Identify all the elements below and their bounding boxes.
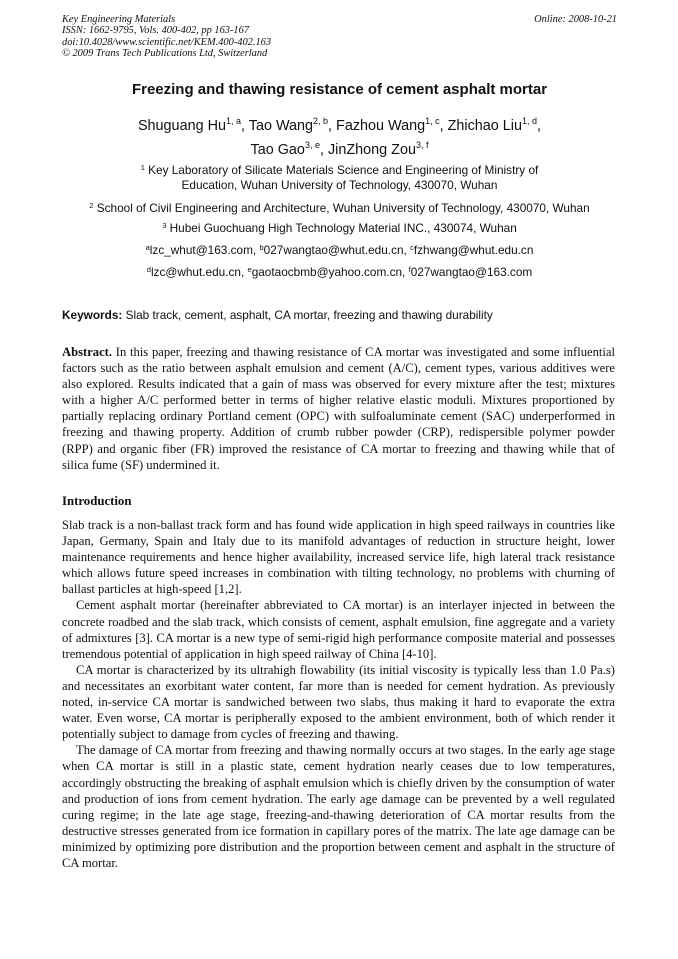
section-heading: Introduction	[62, 494, 132, 508]
email-address[interactable]: lzc@whut.edu.cn	[150, 265, 241, 279]
affiliation-num: 2	[89, 201, 94, 210]
doi-line: doi:10.4028/www.scientific.net/KEM.400-402.163	[62, 36, 272, 48]
abstract-text: In this paper, freezing and thawing resistance of CA mortar was investigated and some influential factors such as the ratio between asphalt emulsion and cement (A/C), cement types, various additives were also explored. Results indicated that a gain of mass was observed for every mixture after the test; mixtures with a higher A/C performed better in terms of higher relative elastic moduli. Mixtures proportioned by partially replacing ordinary Portland cement (OPC) with sulfoaluminate cement (SAC) underperformed in freezing and thawing property. Addition of crumb rubber powder (CRP), redispersible polymer powder (RPP) and organic fiber (FR) improved the resistance of CA mortar to freezing and thawing while that of silica fume (SF) undermined it.	[62, 345, 615, 472]
paper-title: Freezing and thawing resistance of cement asphalt mortar	[131, 81, 548, 98]
author-name: Tao Gao	[250, 142, 305, 158]
introduction-body	[62, 517, 615, 871]
email-sup: d	[146, 265, 151, 274]
email-address[interactable]: fzhwang@whut.edu.cn	[413, 243, 534, 257]
affiliation-text: School of Civil Engineering and Architecture, Wuhan University of Technology, 430070, Wuhan	[96, 201, 590, 215]
email-sup: a	[145, 243, 150, 252]
issn-line: ISSN: 1662-9795, Vols. 400-402, pp 163-167	[62, 25, 250, 37]
author-list: Shuguang Hu$^{1, a}$, Tao Wang$^{2, b}$, Fazhou Wang$^{1, c}$, Zhichao Liu$^{1, d}$, Tao Gao$^{3, e}$, JinZhong Zou$^{3, f}$	[137, 116, 542, 158]
email-address[interactable]: 027wangtao@whut.edu.cn	[263, 243, 404, 257]
abstract	[62, 344, 615, 473]
email-line-1: $^a$lzc_whut@163.com, $^b$027wangtao@whut.edu.cn, $^c$fzhwang@whut.edu.cn	[145, 243, 534, 257]
affiliation-num: 3	[162, 221, 167, 230]
author-name: Zhichao Liu	[447, 118, 523, 134]
author-name: JinZhong Zou	[327, 142, 416, 158]
email-address[interactable]: lzc_whut@163.com	[149, 243, 253, 257]
keywords-label: Keywords:	[62, 308, 123, 322]
affiliation-num: 1	[140, 163, 145, 172]
affiliation-text: Key Laboratory of Silicate Materials Science and Engineering of Ministry of Education, Wuhan University of Technology, 430070, Wuhan	[148, 163, 539, 192]
author-sup: 1, d	[522, 116, 538, 126]
author-sup: 2, b	[313, 116, 329, 126]
paragraph: The damage of CA mortar from freezing and thawing normally occurs at two stages. In the early age stage when CA mortar is still in a plastic state, cement hydration nearly ceases due to low temperatures, accordingly obstructing the breaking of asphalt emulsion which is chiefly driven by the consumption of water and production of ions from cement hydration. The early age damage can be prevented by a well regulated curing regime; in the late age stage, freezing-and-thawing deterioration of CA mortar results from the destructive stresses generated from ice formation in capillary pores of the matrix. The late age damage can be minimized by optimizing pore distribution and the proportion between cement and asphalt in the structure of CA mortar.	[62, 743, 615, 870]
affiliation-text: Hubei Guochuang High Technology Material INC., 430074, Wuhan	[169, 221, 517, 235]
email-sup: c	[410, 243, 414, 252]
online-date: Online: 2008-10-21	[534, 14, 617, 25]
author-sup: 1, a	[225, 116, 241, 126]
paragraph: Cement asphalt mortar (hereinafter abbreviated to CA mortar) is an interlayer injected in between the concrete roadbed and the slab track, which consists of cement, asphalt emulsion, fine aggregate and a variety of admixtures [3]. CA mortar is a new type of semi-rigid high performance composite material and possesses tremendous potential of application in high speed railway of China [4-10].	[62, 598, 615, 661]
abstract-label: Abstract.	[62, 345, 113, 359]
keywords	[62, 308, 617, 322]
paragraph: CA mortar is characterized by its ultrahigh flowability (its initial viscosity is typically less than 1.0 Pa.s) and necessitates an exorbitant water content, far more than is needed for cement hydration. As previously noted, in-service CA mortar is sandwiched between two slabs, thus making it hard to evaporate the extra water. Even worse, CA mortar is peripherally exposed to the ambient environment, both of which render it potentially subject to damage from cycles of freezing and thawing.	[62, 662, 615, 742]
author-name: Fazhou Wang	[336, 118, 426, 134]
author-sup: 3, f	[415, 140, 429, 150]
email-address[interactable]: 027wangtao@163.com	[410, 265, 533, 279]
author-name: Shuguang Hu	[137, 118, 226, 134]
email-address[interactable]: gaotaocbmb@yahoo.com.cn	[251, 265, 403, 279]
journal-header	[62, 14, 617, 60]
copyright-line: © 2009 Trans Tech Publications Ltd, Switzerland	[62, 48, 268, 60]
author-name: Tao Wang	[248, 118, 314, 134]
author-sup: 3, e	[304, 140, 320, 150]
affiliation-1	[62, 163, 617, 193]
keywords-text: Slab track, cement, asphalt, CA mortar, freezing and thawing durability	[125, 308, 493, 322]
email-sup: f	[408, 265, 411, 274]
email-sup: e	[247, 265, 252, 274]
author-sup: 1, c	[425, 116, 440, 126]
journal-name: Key Engineering Materials	[62, 14, 176, 25]
affiliation-2	[62, 201, 617, 216]
email-line-2: $^d$lzc@whut.edu.cn, $^e$gaotaocbmb@yahoo.com.cn, $^f$027wangtao@163.com	[146, 265, 533, 279]
affiliation-3	[62, 221, 617, 236]
email-sup: b	[259, 243, 264, 252]
paragraph: Slab track is a non-ballast track form and has found wide application in high speed railways in countries like Japan, Germany, Spain and Italy due to its manifold advantages of reduction in structure height, lower maintenance requirements and hence higher availability, increased service life, high lateral track resistance which allows future speed increases in combination with tilting technology, no problems with churning of ballast particles at high-speed [1,2].	[62, 518, 615, 597]
